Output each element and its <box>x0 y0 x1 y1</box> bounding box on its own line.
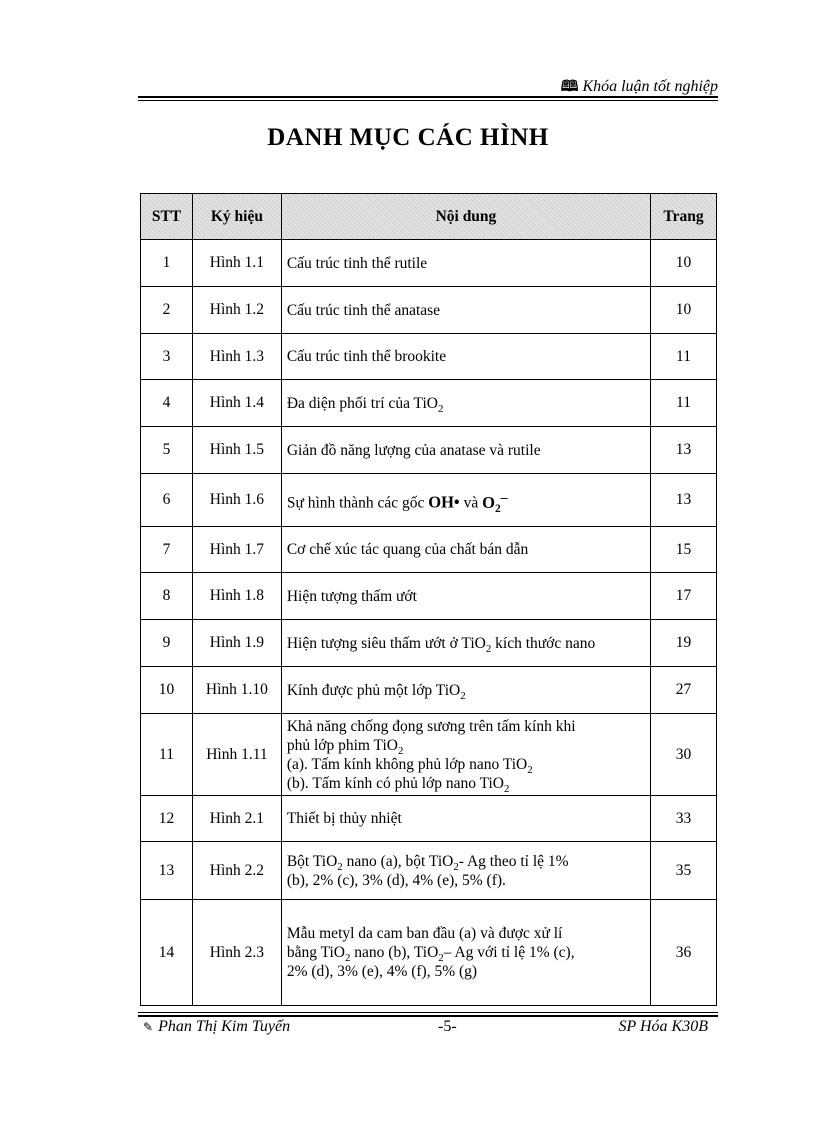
table-header-row <box>141 194 717 240</box>
row-content-line: Thiết bị thủy nhiệt <box>286 810 402 827</box>
table-row <box>141 573 717 620</box>
row-content-line: Cấu trúc tinh thể rutile <box>286 254 428 272</box>
table-row <box>141 474 717 527</box>
row-content-line: phủ lớp phim TiO$_2$ <box>286 736 404 757</box>
row-code: Hình 2.2 <box>192 842 281 900</box>
col-header-content: Nội dung <box>281 194 650 240</box>
row-content-line: Cấu trúc tinh thể anatase <box>286 301 441 319</box>
table-row <box>141 527 717 573</box>
row-content-line: Bột TiO$_2$ nano (a), bột TiO$_2$- Ag theo tỉ lệ 1% <box>286 852 569 873</box>
row-content-line: Cơ chế xúc tác quang của chất bán dẫn <box>286 541 529 558</box>
row-page: 15 <box>651 527 717 573</box>
row-page: 33 <box>651 796 717 842</box>
row-content <box>281 240 650 287</box>
pen-icon: ✎ <box>143 1020 154 1034</box>
row-content-line: Hiện tượng thấm ướt <box>286 587 417 605</box>
table-row <box>141 796 717 842</box>
row-content-line: 2% (d), 3% (e), 4% (f), 5% (g) <box>286 963 478 980</box>
table-row <box>141 667 717 714</box>
row-stt: 2 <box>141 287 193 334</box>
row-content-line: Cấu trúc tinh thể brookite <box>286 348 447 365</box>
table-row <box>141 620 717 667</box>
footer-class: SP Hóa K30B <box>618 1018 708 1035</box>
row-content-line: (b), 2% (c), 3% (d), 4% (e), 5% (f). <box>286 871 506 889</box>
row-page: 19 <box>651 620 717 667</box>
row-content-line: Khả năng chống đọng sương trên tấm kính khi <box>286 717 576 735</box>
row-content <box>281 527 650 573</box>
row-content <box>281 842 650 900</box>
row-stt: 10 <box>141 667 193 714</box>
figure-list-table <box>140 193 717 1006</box>
table-row <box>141 334 717 380</box>
header-text: Khóa luận tốt nghiệp <box>582 78 718 95</box>
row-page: 10 <box>651 240 717 287</box>
row-content <box>281 900 650 1006</box>
row-content-line: Đa diện phối trí của TiO$_2$ <box>286 394 444 415</box>
row-content-line: Kính được phủ một lớp TiO$_2$ <box>286 681 466 702</box>
row-code: Hình 1.4 <box>192 380 281 427</box>
row-content <box>281 620 650 667</box>
table-row <box>141 380 717 427</box>
row-code: Hình 2.3 <box>192 900 281 1006</box>
row-code: Hình 1.1 <box>192 240 281 287</box>
row-code: Hình 1.10 <box>192 667 281 714</box>
col-header-page: Trang <box>651 194 717 240</box>
row-stt: 6 <box>141 474 193 527</box>
book-icon: 🕮 <box>560 79 579 95</box>
row-content-line: Mẫu metyl da cam ban đầu (a) và được xử lí <box>286 925 563 942</box>
row-content <box>281 427 650 474</box>
row-page: 36 <box>651 900 717 1006</box>
row-code: Hình 1.3 <box>192 334 281 380</box>
row-code: Hình 1.9 <box>192 620 281 667</box>
row-content <box>281 380 650 427</box>
row-stt: 5 <box>141 427 193 474</box>
table-row <box>141 714 717 796</box>
footer-author-text: Phan Thị Kim Tuyến <box>158 1018 291 1035</box>
row-stt: 13 <box>141 842 193 900</box>
row-code: Hình 1.7 <box>192 527 281 573</box>
row-content-line: (a). Tấm kính không phủ lớp nano TiO$_2$ <box>286 755 533 776</box>
footer-rule-top <box>138 1012 718 1013</box>
row-page: 13 <box>651 474 717 527</box>
row-stt: 9 <box>141 620 193 667</box>
row-content-line: (b). Tấm kính có phủ lớp nano TiO$_2$ <box>286 774 510 795</box>
row-page: 13 <box>651 427 717 474</box>
row-content-line: bằng TiO$_2$ nano (b), TiO$_2$– Ag với tỉ lệ 1% (c), <box>286 944 575 964</box>
row-page: 11 <box>651 334 717 380</box>
row-stt: 7 <box>141 527 193 573</box>
row-page: 35 <box>651 842 717 900</box>
row-code: Hình 1.8 <box>192 573 281 620</box>
row-content <box>281 573 650 620</box>
table-row <box>141 900 717 1006</box>
row-page: 27 <box>651 667 717 714</box>
row-stt: 4 <box>141 380 193 427</box>
table-row <box>141 240 717 287</box>
row-content <box>281 796 650 842</box>
header-rule-top <box>138 96 718 98</box>
footer-rule-bottom <box>138 1015 718 1017</box>
page-title: DANH MỤC CÁC HÌNH <box>267 124 549 151</box>
row-content <box>281 474 650 527</box>
row-content-line: Giản đồ năng lượng của anatase và rutile <box>286 441 541 459</box>
row-code: Hình 1.5 <box>192 427 281 474</box>
col-header-code: Ký hiệu <box>192 194 281 240</box>
row-page: 17 <box>651 573 717 620</box>
row-stt: 1 <box>141 240 193 287</box>
row-code: Hình 2.1 <box>192 796 281 842</box>
row-stt: 14 <box>141 900 193 1006</box>
table-row <box>141 842 717 900</box>
row-stt: 11 <box>141 714 193 796</box>
row-code: Hình 1.11 <box>192 714 281 796</box>
row-code: Hình 1.6 <box>192 474 281 527</box>
row-stt: 12 <box>141 796 193 842</box>
row-page: 30 <box>651 714 717 796</box>
table-row <box>141 427 717 474</box>
header-rule-bottom <box>138 100 718 101</box>
row-content-line: Hiện tượng siêu thấm ướt ở TiO$_2$ kích thước nano <box>286 634 596 655</box>
row-stt: 3 <box>141 334 193 380</box>
row-content-line: Sự hình thành các gốc OH• và $O_2^-$ <box>286 489 508 515</box>
table-row <box>141 287 717 334</box>
footer-page-number: -5- <box>438 1018 457 1035</box>
row-page: 11 <box>651 380 717 427</box>
row-page: 10 <box>651 287 717 334</box>
row-content <box>281 334 650 380</box>
footer-author <box>143 1018 290 1036</box>
row-content <box>281 667 650 714</box>
row-code: Hình 1.2 <box>192 287 281 334</box>
row-content <box>281 287 650 334</box>
col-header-stt: STT <box>141 194 193 240</box>
row-content <box>281 714 650 796</box>
row-stt: 8 <box>141 573 193 620</box>
